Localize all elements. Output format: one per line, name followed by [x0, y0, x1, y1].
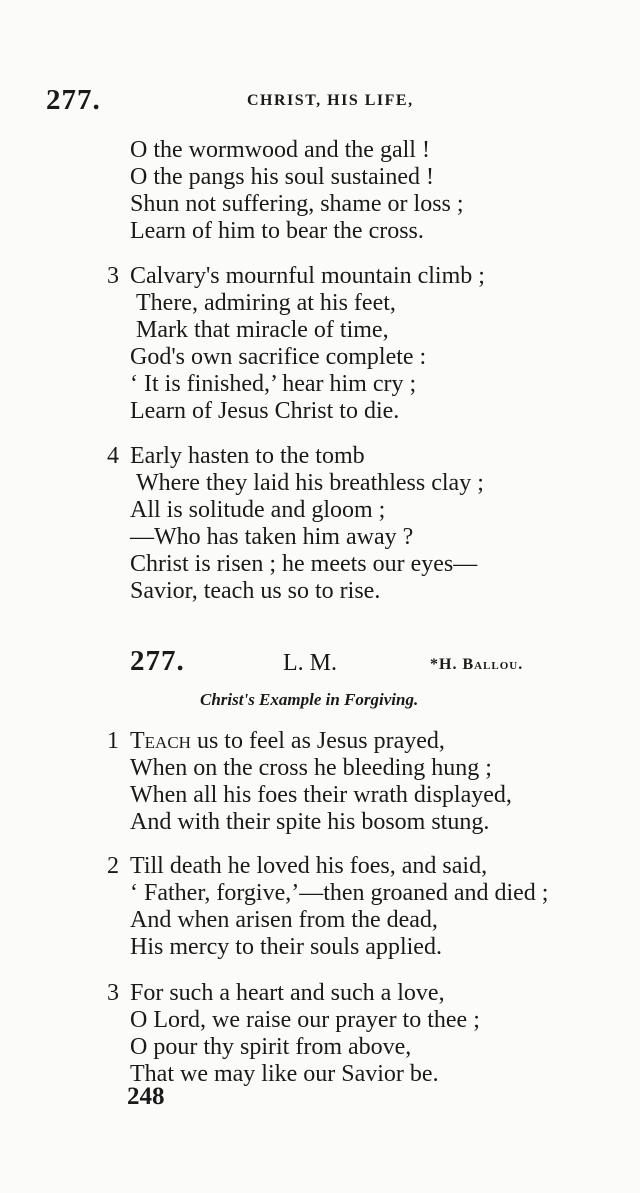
verse-number: 3 — [107, 263, 119, 289]
verse-line: That we may like our Savior be. — [130, 1061, 439, 1087]
verse-line: Learn of Jesus Christ to die. — [130, 398, 400, 424]
page-number: 248 — [127, 1083, 165, 1110]
verse-line: O the wormwood and the gall ! — [130, 137, 430, 163]
verse-first-word: Teach — [130, 728, 191, 754]
verse-first-line-rest: us to feel as Jesus prayed, — [190, 728, 445, 754]
verse-line: Early hasten to the tomb — [130, 443, 365, 469]
verse-line: ‘ It is finished,’ hear him cry ; — [130, 371, 417, 397]
verse-line: Shun not suffering, shame or loss ; — [130, 191, 464, 217]
hymn-subtitle: Christ's Example in Forgiving. — [200, 690, 419, 709]
verse-line: And with their spite his bosom stung. — [130, 809, 490, 835]
verse-line: O Lord, we raise our prayer to thee ; — [130, 1007, 480, 1033]
verse-line: ‘ Father, forgive,’—then groaned and died ; — [130, 880, 549, 906]
verse-number: 3 — [107, 980, 119, 1006]
verse-line: Till death he loved his foes, and said, — [130, 853, 488, 879]
verse-line: And when arisen from the dead, — [130, 907, 438, 933]
verse-line: Christ is risen ; he meets our eyes— — [130, 551, 478, 577]
verse-line: God's own sacrifice complete : — [130, 344, 427, 370]
verse-number: 4 — [107, 443, 119, 469]
verse-number: 1 — [107, 728, 119, 754]
verse-line: Savior, teach us so to rise. — [130, 578, 381, 604]
verse-line: Where they laid his breathless clay ; — [136, 470, 484, 496]
hymn-author: *H. Ballou. — [430, 656, 524, 673]
verse-number: 2 — [107, 853, 119, 879]
verse-line: When on the cross he bleeding hung ; — [130, 755, 492, 781]
verse-line: There, admiring at his feet, — [136, 290, 396, 316]
running-hymn-number: 277. — [46, 84, 101, 116]
verse-line: O pour thy spirit from above, — [130, 1034, 412, 1060]
verse-line: O the pangs his soul sustained ! — [130, 164, 434, 190]
verse-line: For such a heart and such a love, — [130, 980, 445, 1006]
verse-line: Calvary's mournful mountain climb ; — [130, 263, 485, 289]
hymn-number: 277. — [130, 645, 185, 677]
verse-line: Mark that miracle of time, — [136, 317, 389, 343]
verse-line: Learn of him to bear the cross. — [130, 218, 424, 244]
verse-line: His mercy to their souls applied. — [130, 934, 442, 960]
running-header-title: CHRIST, HIS LIFE, — [247, 92, 414, 109]
verse-line: —Who has taken him away ? — [130, 524, 414, 550]
verse-line: All is solitude and gloom ; — [130, 497, 386, 523]
verse-line — [130, 727, 445, 755]
verse-line: When all his foes their wrath displayed, — [130, 782, 512, 808]
hymn-meter: L. M. — [283, 650, 337, 676]
